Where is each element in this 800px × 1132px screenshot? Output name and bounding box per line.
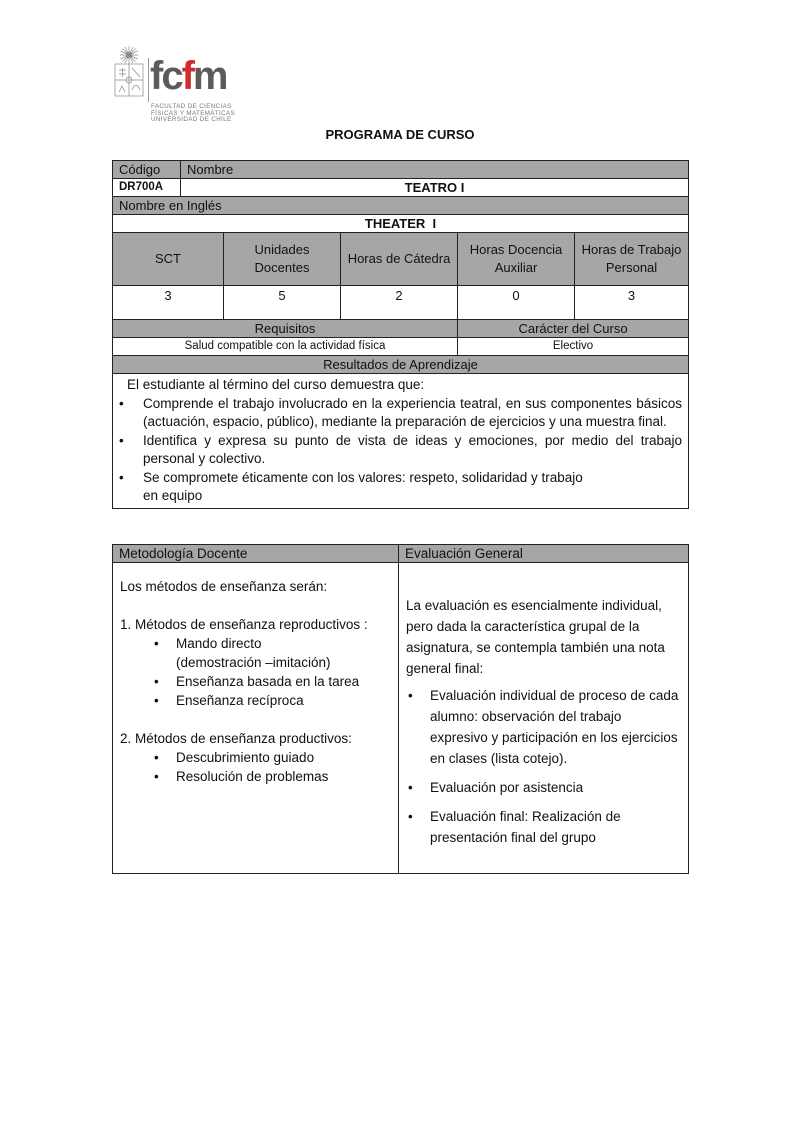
logo-divider bbox=[148, 58, 149, 102]
list-item: • Resolución de problemas bbox=[176, 767, 392, 786]
evaluation-label: Evaluación General bbox=[399, 545, 689, 563]
code-label: Código bbox=[113, 161, 181, 179]
requirements-label: Requisitos bbox=[113, 320, 458, 338]
fcfm-logo bbox=[113, 46, 243, 131]
list-item: • Evaluación por asistencia bbox=[430, 777, 682, 798]
list-item: • Evaluación final: Realización de presentación final del grupo bbox=[430, 806, 682, 848]
hours-value-unidades: 5 bbox=[224, 286, 341, 320]
methodology-evaluation-table bbox=[112, 544, 689, 874]
learning-outcomes-label: Resultados de Aprendizaje bbox=[113, 356, 689, 374]
course-code: DR700A bbox=[113, 179, 181, 197]
list-item-continuation: (demostración –imitación) bbox=[176, 655, 331, 670]
requirements-value: Salud compatible con la actividad física bbox=[113, 338, 458, 356]
learning-outcomes-list bbox=[119, 395, 682, 506]
evaluation-list bbox=[406, 685, 682, 848]
methodology-group1-list bbox=[120, 634, 392, 710]
evaluation-content bbox=[399, 563, 689, 874]
character-label: Carácter del Curso bbox=[458, 320, 689, 338]
list-item: • Comprende el trabajo involucrado en la experiencia teatral, en sus componentes básicos (actuación, espacio, público), mediante la preparación de ejercicios y una muestra final. bbox=[143, 395, 682, 432]
list-item: • Enseñanza recíproca bbox=[176, 691, 392, 710]
learning-outcomes-content bbox=[113, 374, 689, 509]
methodology-intro: Los métodos de enseñanza serán: bbox=[120, 579, 328, 594]
hours-header-auxiliar: Horas Docencia Auxiliar bbox=[458, 233, 575, 286]
list-item: • Identifica y expresa su punto de vista de ideas y emociones, por medio del trabajo personal y colectivo. bbox=[143, 432, 682, 469]
evaluation-intro: La evaluación es esencialmente individual, pero dada la característica grupal de la asignatura, se contempla también una nota general final: bbox=[406, 598, 665, 676]
list-item: • Enseñanza basada en la tarea bbox=[176, 672, 392, 691]
document-title: PROGRAMA DE CURSO bbox=[325, 127, 475, 142]
name-label: Nombre bbox=[181, 161, 689, 179]
learning-outcomes-intro: El estudiante al término del curso demuestra que: bbox=[127, 377, 425, 392]
english-name: THEATER I bbox=[113, 215, 689, 233]
list-item: • Se compromete éticamente con los valores: respeto, solidaridad y trabajo en equipo bbox=[143, 469, 682, 506]
hours-header-personal: Horas de Trabajo Personal bbox=[575, 233, 689, 286]
character-value: Electivo bbox=[458, 338, 689, 356]
methodology-group2-list bbox=[120, 748, 392, 786]
hours-value-auxiliar: 0 bbox=[458, 286, 575, 320]
logo-wordmark: fcfm bbox=[150, 54, 227, 98]
methodology-group1-title: 1. Métodos de enseñanza reproductivos : bbox=[120, 617, 368, 632]
methodology-label: Metodología Docente bbox=[113, 545, 399, 563]
methodology-content bbox=[113, 563, 399, 874]
hours-value-catedra: 2 bbox=[341, 286, 458, 320]
course-name: TEATRO I bbox=[181, 179, 689, 197]
course-info-table bbox=[112, 160, 689, 509]
university-crest-icon bbox=[113, 46, 145, 98]
hours-header-sct: SCT bbox=[113, 233, 224, 286]
list-item: • Evaluación individual de proceso de cada alumno: observación del trabajo expresivo y participación en los ejercicios en clases (lista cotejo). bbox=[430, 685, 682, 769]
english-name-label: Nombre en Inglés bbox=[113, 197, 689, 215]
list-item: • Descubrimiento guiado bbox=[176, 748, 392, 767]
hours-header-unidades: Unidades Docentes bbox=[224, 233, 341, 286]
hours-header-catedra: Horas de Cátedra bbox=[341, 233, 458, 286]
list-item: • Mando directo bbox=[176, 634, 392, 653]
hours-value-personal: 3 bbox=[575, 286, 689, 320]
methodology-group2-title: 2. Métodos de enseñanza productivos: bbox=[120, 731, 352, 746]
logo-subtitle: FACULTAD DE CIENCIAS FÍSICAS Y MATEMÁTICAS UNIVERSIDAD DE CHILE bbox=[151, 103, 236, 123]
hours-value-sct: 3 bbox=[113, 286, 224, 320]
